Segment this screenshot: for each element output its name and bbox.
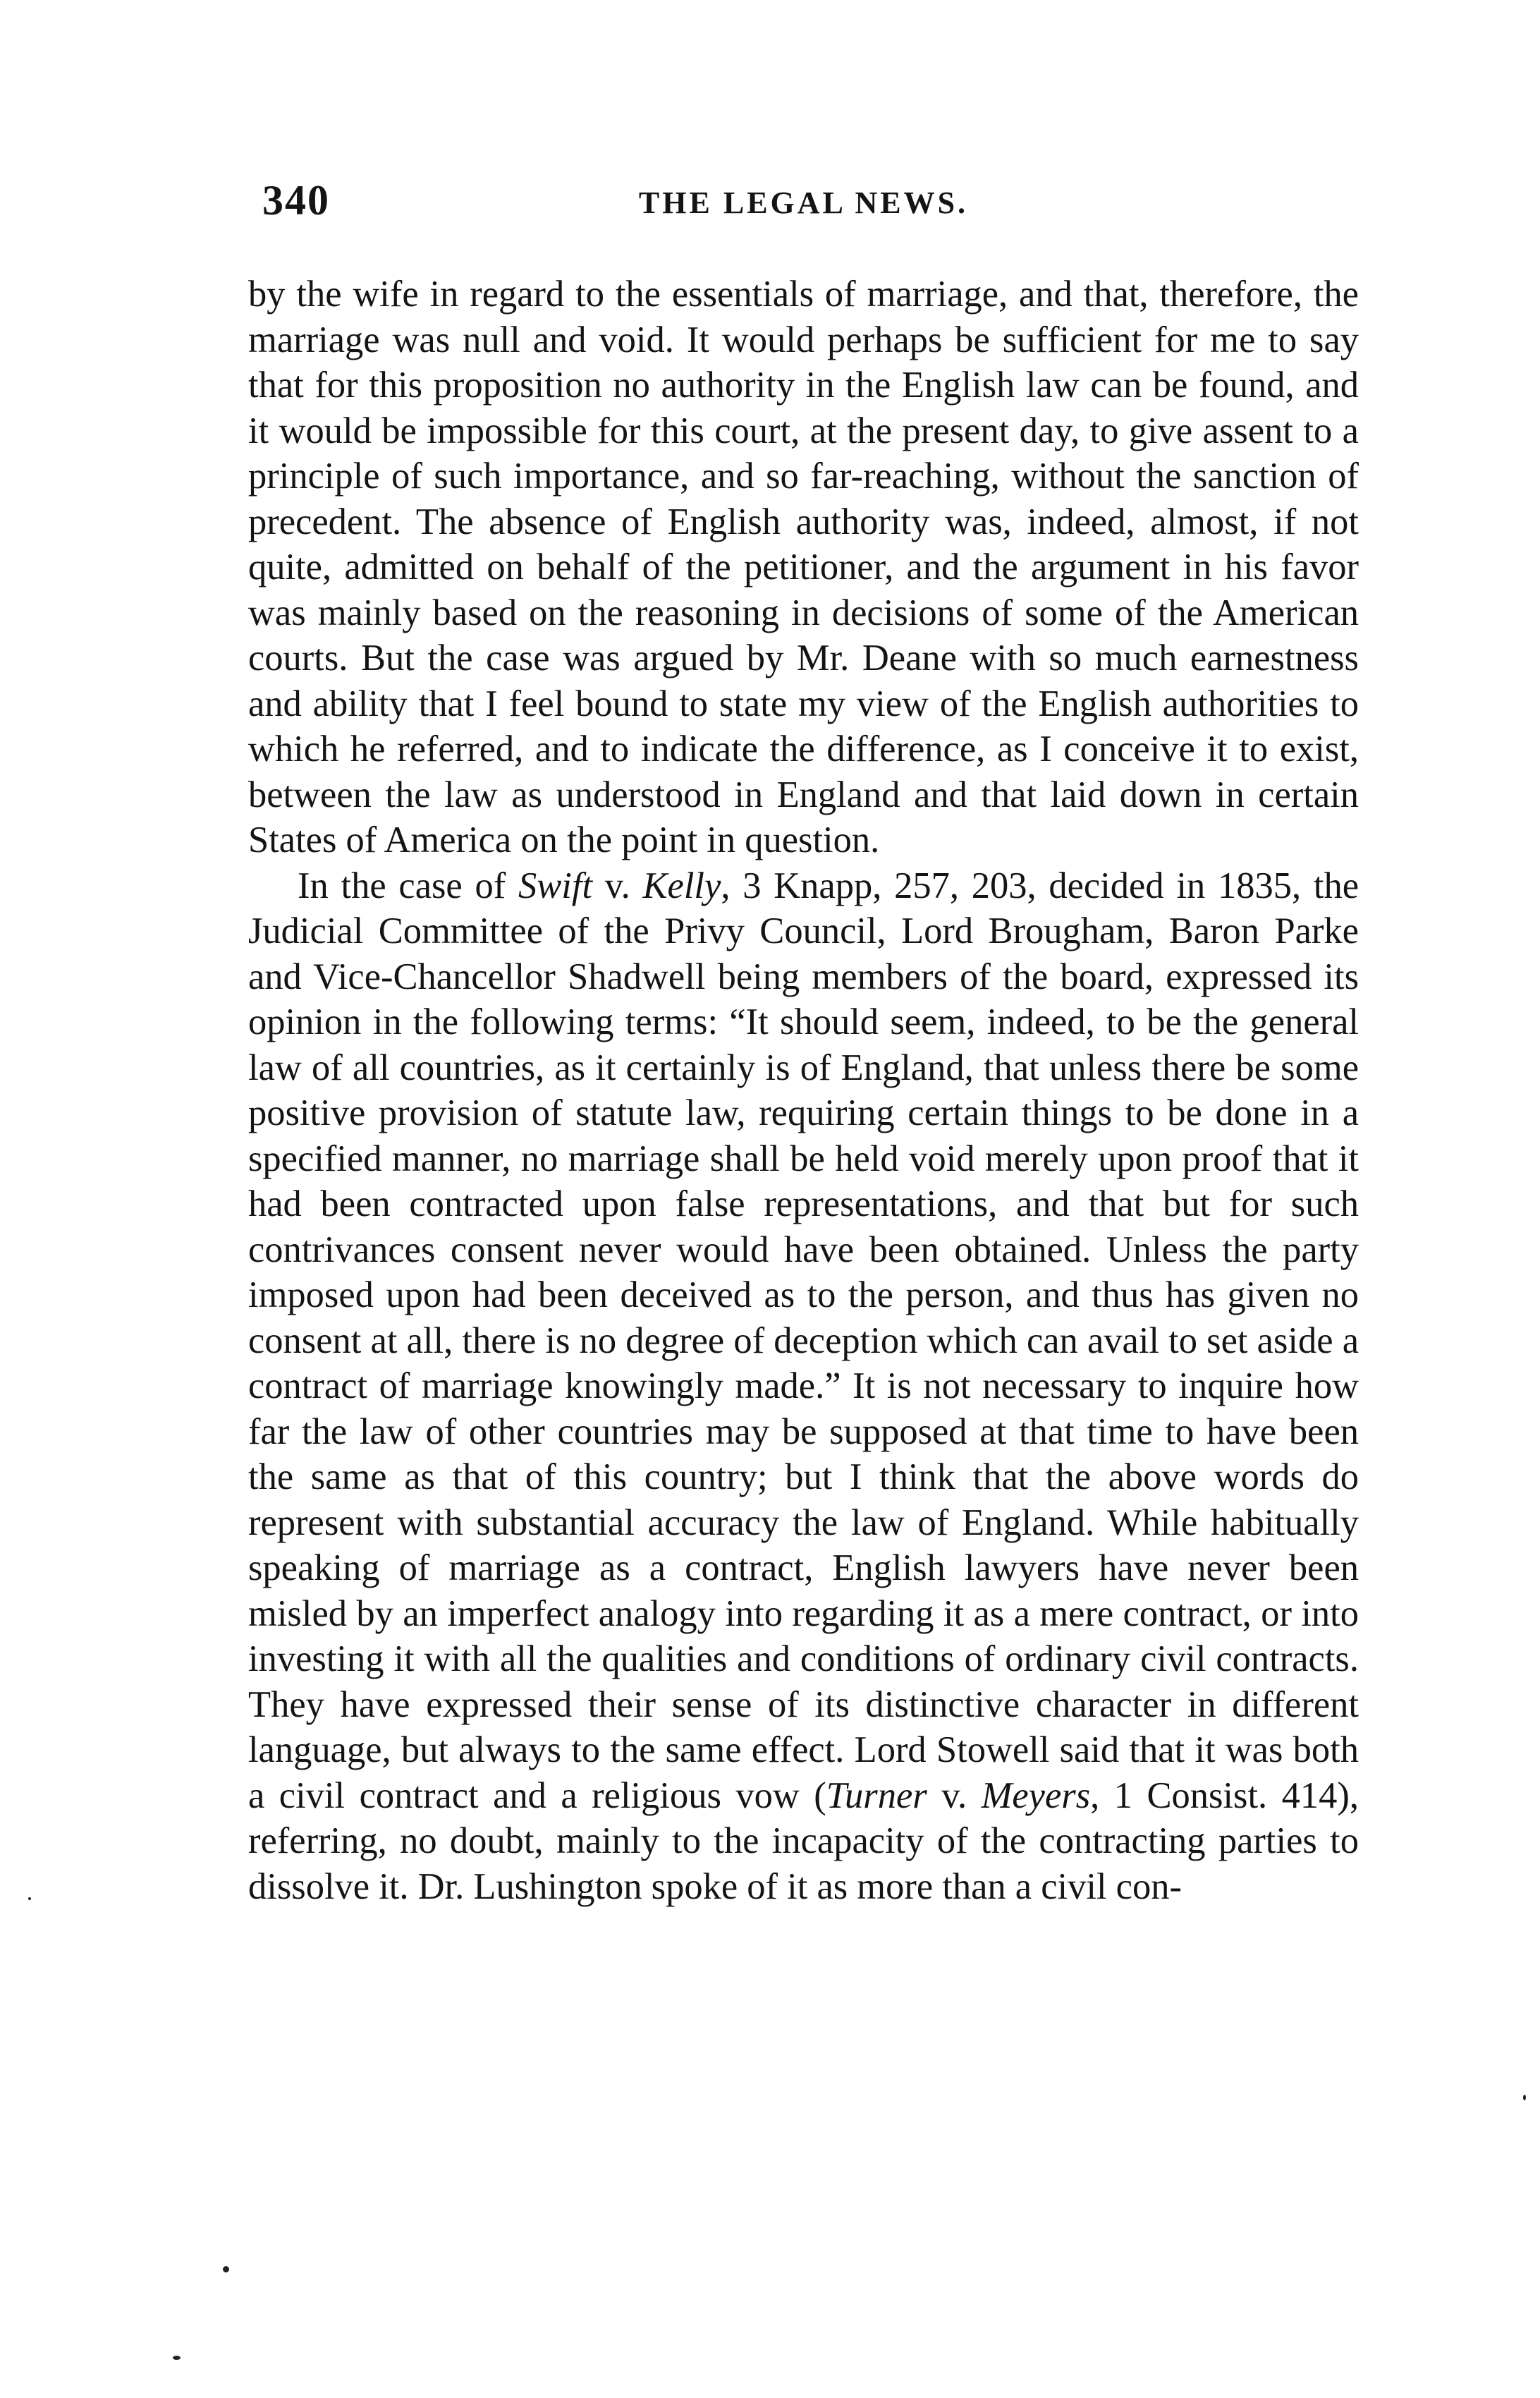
page-header [248,176,1359,233]
document-page [248,176,1359,1909]
running-title: THE LEGAL NEWS. [638,185,969,220]
case-name-turner: Turner [826,1775,927,1816]
paragraph-2-body: , 3 Knapp, 257, 203, decided in 1835, the Judicial Committee of the Privy Council, Lord Brougham, Baron Parke and Vice-Chancellor Shadwell being members of the board, expressed its opinion in the following terms: “It should seem, indeed, to be the general law of all countries, as it certainly is of England, that unless there be some positive provision of statute law, requiring certain things to be done in a specified manner, no marriage shall be held void merely upon proof that it had been contracted upon false representations, and that but for such contrivances consent never would have been obtained. Unless the party imposed upon had been deceived as to the person, and thus has given no consent at all, there is no degree of deception which can avail to set aside a contract of marriage knowingly made.” It is not necessary to inquire how far the law of other countries may be supposed at that time to have been the same as that of this country; but I think that the above words do represent with substantial accuracy the law of England. While habitually speaking of marriage as a contract, English lawyers have never been misled by an imperfect analogy into regarding it as a mere contract, or into investing it with all the qualities and conditions of ordinary civil contracts. They have expressed their sense of its distinctive character in different language, but always to the same effect. Lord Stowell said that it was both a civil contract and a religious vow ( [248,865,1359,1816]
versus-1: v. [592,865,643,906]
scan-speck [173,2356,181,2360]
paragraph-1: by the wife in regard to the essentials of marriage, and that, therefore, the marriage was null and void. It would perhaps be sufficient for me to say that for this proposition no authority in the English law can be found, and it would be impossible for this court, at the present day, to give assent to a principle of such importance, and so far-reaching, without the sanction of precedent. The absence of English authority was, indeed, almost, if not quite, admitted on behalf of the petitioner, and the argument in his favor was mainly based on the reasoning in decisions of some of the American courts. But the case was argued by Mr. Deane with so much earnestness and ability that I feel bound to state my view of the English authorities to which he referred, and to indicate the difference, as I conceive it to exist, between the law as understood in England and that laid down in certain States of America on the point in question. [248,274,1359,860]
case-name-kelly: Kelly [642,865,721,906]
page-number: 340 [262,177,330,224]
versus-2: v. [927,1775,982,1816]
paragraph-2 [248,863,1359,1910]
case-name-swift: Swift [518,865,593,906]
case-name-meyers: Meyers [981,1775,1091,1816]
paragraph-2-lead: In the case of [298,865,518,906]
scan-speck [223,2266,229,2272]
body-text [248,272,1359,1909]
paragraph-2-tail: , 1 Consist. 414), referring, no doubt, mainly to the incapacity of the contracting parties to dissolve it. Dr. Lushington spoke of it as more than a civil con- [248,1775,1359,1907]
scan-speck [28,1897,31,1900]
scan-speck [1523,2095,1526,2100]
